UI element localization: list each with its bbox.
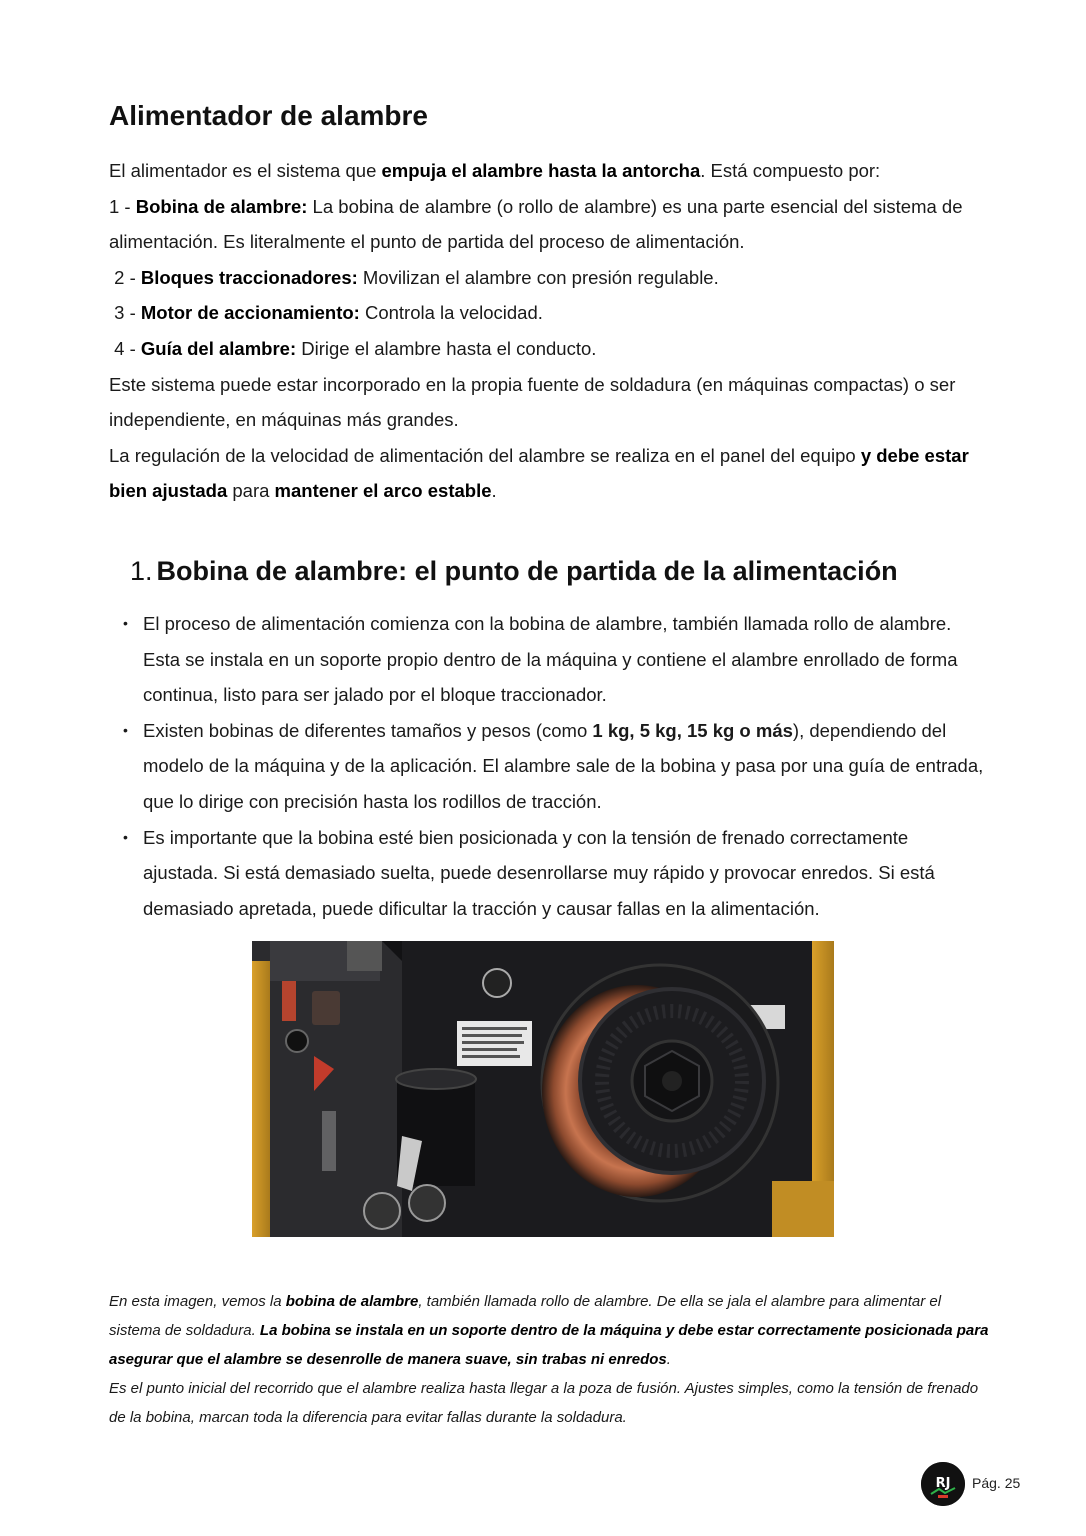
bullet-item-3: • Es importante que la bobina esté bien posicionada y con la tensión de frenado correctamente ajustada. Si está demasiado suelta, puede desenrollarse muy rápido y provocar enredos. Si está demasiado apretada, puede dificultar la tracción y causar fallas en la alimentación. <box>143 820 988 927</box>
intro-line: El alimentador es el sistema que empuja el alambre hasta la antorcha. Está compuesto por: <box>109 160 881 181</box>
caption-paragraph-2: Es el punto inicial del recorrido que el alambre realiza hasta llegar a la poza de fusión. Ajustes simples, como la tensión de frenado de la bobina, marcan toda la diferencia para evitar fallas durante la soldadura. <box>109 1380 979 1426</box>
bullet-item-2: • Existen bobinas de diferentes tamaños y pesos (como 1 kg, 5 kg, 15 kg o más), dependiendo del modelo de la máquina y de la aplicación. El alambre sale de la bobina y pasa por una guía de entrada, que lo dirige con precisión hasta los rodillos de tracción. <box>143 713 988 820</box>
component-item-1: 1 - Bobina de alambre: La bobina de alambre (o rollo de alambre) es una parte esencial del sistema de alimentación. Es literalmente el punto de partida del proceso de alimentación. <box>109 195 963 253</box>
brand-logo-mark <box>921 1462 965 1506</box>
bullet-list <box>143 606 988 926</box>
page-title: Alimentador de alambre <box>109 100 428 131</box>
section-title: Bobina de alambre: el punto de partida de la alimentación <box>156 556 898 586</box>
page-number: Pág. 25 <box>972 1475 1021 1491</box>
intro-paragraph-3: La regulación de la velocidad de alimentación del alambre se realiza en el panel del equipo y debe estar bien ajustada para mantener el arco estable. <box>109 444 969 502</box>
wire-spool-photo <box>252 941 834 1237</box>
component-item-2: 2 - Bloques traccionadores: Movilizan el alambre con presión regulable. <box>109 266 719 288</box>
intro-paragraph-2: Este sistema puede estar incorporado en la propia fuente de soldadura (en máquinas compactas) o ser independiente, en máquinas más grandes. <box>109 373 956 431</box>
section-number: 1. <box>130 556 153 586</box>
bullet-item-1: • El proceso de alimentación comienza con la bobina de alambre, también llamada rollo de alambre. Esta se instala en un soporte propio dentro de la máquina y contiene el alambre enrollado de forma continua, listo para ser jalado por el bloque traccionador. <box>143 606 988 713</box>
logo-text: RJ <box>935 1476 951 1491</box>
caption-paragraph-1: En esta imagen, vemos la bobina de alambre, también llamada rollo de alambre. De ella se jala el alambre para alimentar el sistema de soldadura. La bobina se instala en un soporte dentro de la máquina y debe estar correctamente posicionada para asegurar que el alambre se desenrolle de manera suave, sin trabas ni enredos. <box>109 1293 989 1368</box>
brand-logo <box>921 1462 965 1506</box>
image-caption <box>109 1287 989 1432</box>
wire-spool-illustration <box>252 941 834 1237</box>
intro-text <box>109 153 989 509</box>
section-heading <box>130 556 898 587</box>
component-item-3: 3 - Motor de accionamiento: Controla la velocidad. <box>109 302 543 324</box>
component-item-4: 4 - Guía del alambre: Dirige el alambre hasta el conducto. <box>109 337 597 359</box>
